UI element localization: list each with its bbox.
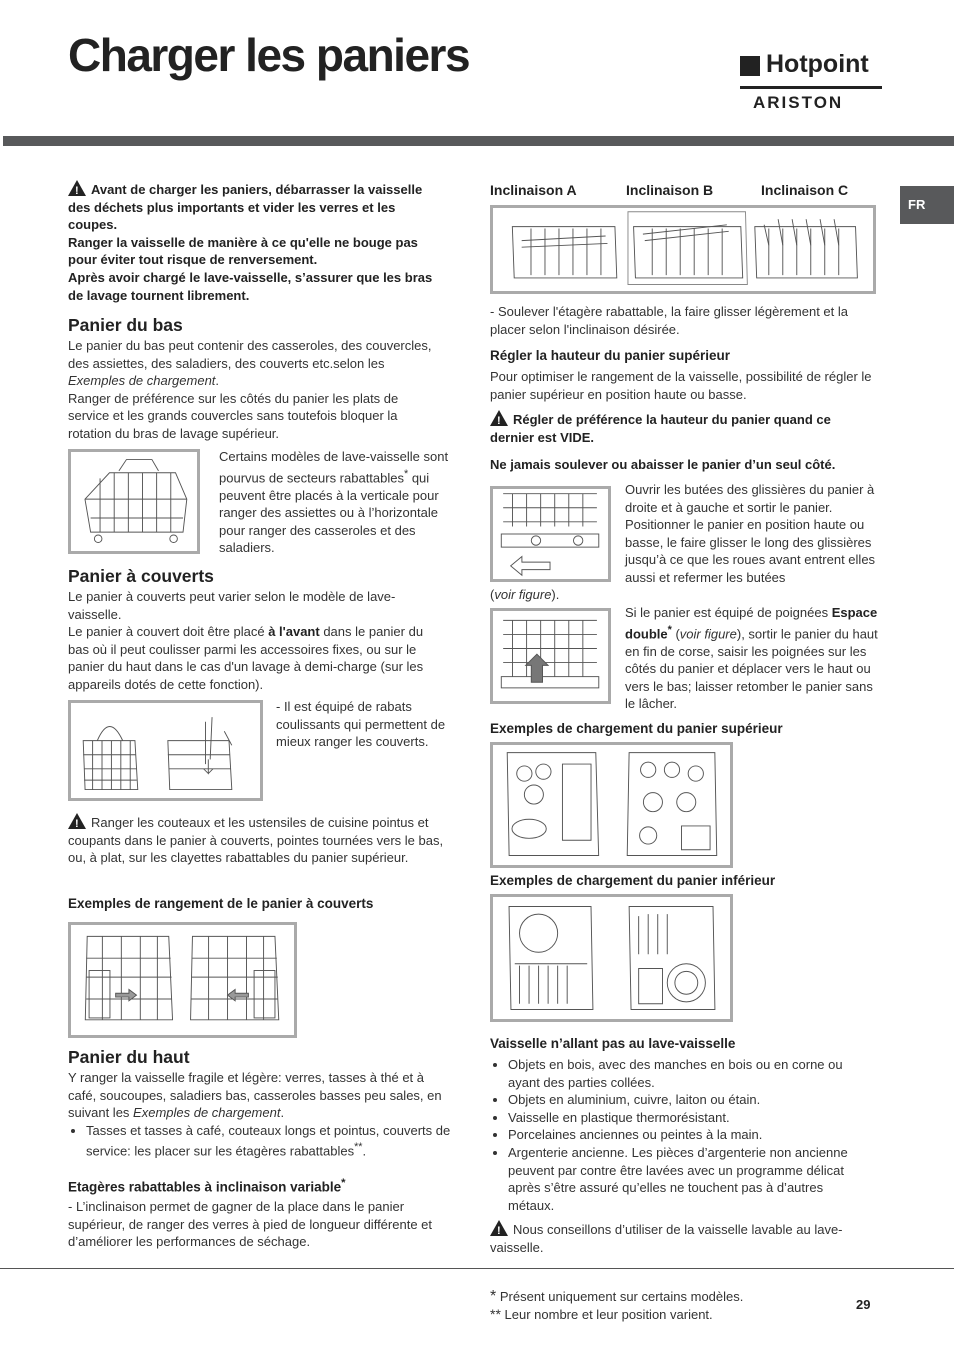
couverts-examples-heading: Exemples de rangement de le panier à couverts <box>68 896 374 911</box>
couverts-rabats-text: - Il est équipé de rabats coulissants qui permettent de mieux ranger les couverts. <box>276 699 446 750</box>
brand-logo: Hotpoint <box>766 50 869 78</box>
warning-icon <box>490 1220 508 1236</box>
etageres-heading: Etagères rabattables à inclinaison variable* <box>68 1177 346 1195</box>
intro-line-3: Après avoir chargé le lave-vaisselle, s’assurer que les bras de lavage tournent librement. <box>68 269 433 303</box>
examples-upper-heading: Exemples de chargement du panier supérieur <box>490 721 783 736</box>
lower-basket-examples-image <box>490 894 733 1022</box>
list-item: • Vaisselle en plastique thermorésistant. <box>508 1109 872 1127</box>
haut-text: Y ranger la vaisselle fragile et légère: verres, tasses à thé et à café, soucoupes, saladiers bas, casseroles basses peu sales, en suivant les Exemples de chargement. • Tasses et tasses à café, couteaux longs et pointus, couverts de service: les placer sur les étagères rabattables**. <box>68 1069 453 1160</box>
inclinaison-c-label: Inclinaison C <box>761 182 849 198</box>
basket-slider-image <box>490 486 611 582</box>
list-item: • Objets en aluminium, cuivre, laiton ou étain. <box>508 1091 872 1109</box>
examples-lower-heading: Exemples de chargement du panier inférieur <box>490 873 776 888</box>
list-item: • Porcelaines anciennes ou peintes à la main. <box>508 1126 872 1144</box>
upper-basket-examples-image <box>490 742 733 868</box>
regler-slider-text: Ouvrir les butées des glissières du panier à droite et à gauche et sortir le panier. Positionner le panier en position haute ou basse, le faire glisser le long des glissières jusqu’à ce que les roues avant entrent elles aussi et refermer les butées <box>625 482 876 585</box>
couverts-text: Le panier à couverts peut varier selon le modèle de lave-vaisselle. Le panier à couvert doit être placé à l'avant dans le panier du bas où il peut coulisser parmi les accessoires fixes, ou sur le panier du haut dans le cas d'un lavage à demi-charge (sur les appareils dotés de cette fonction). <box>68 589 424 692</box>
warning-icon <box>68 813 86 829</box>
couverts-warning: !Ranger les couteaux et les ustensiles de cuisine pointus et coupants dans le panier à couverts, pointes tournées vers le bas, ou, à plat, sur les clayettes rabattables du panier supérieur. <box>68 813 446 867</box>
page-title: Charger les paniers <box>68 29 470 81</box>
list-item: • Objets en bois, avec des manches en bois ou en corne ou ayant des parties collées. <box>508 1056 872 1091</box>
inclinaison-image <box>490 205 876 294</box>
inclinaison-a-label: Inclinaison A <box>490 182 577 198</box>
footer-divider <box>0 1268 954 1269</box>
cutlery-examples-image <box>68 922 297 1038</box>
double-space-image <box>490 608 611 704</box>
vaisselle-list <box>490 1056 872 1214</box>
warning-icon <box>490 410 508 426</box>
hotpoint-logo-icon <box>740 56 760 76</box>
regler-never-text: Ne jamais soulever ou abaisser le panier d’un seul côté. <box>490 457 836 472</box>
bas-text: Le panier du bas peut contenir des casseroles, des couvercles, des assiettes, des saladiers, des couverts etc.selon les Exemples de chargement. Ranger de préférence sur les côtés du panier les plats de service et les grands couvercles sans toutefois bloquer la rotation du bras de lavage supérieur. <box>68 337 443 443</box>
brand-divider <box>740 86 882 89</box>
bas-sectors-text: Certains modèles de lave-vaisselle sont pourvus de secteurs rabattables* qui peuvent être placés à la verticale pour ranger des assiettes ou à l’horizontale pour ranger des casseroles et des saladiers. <box>219 449 449 556</box>
section-heading-couverts: Panier à couverts <box>68 566 214 586</box>
inclinaison-text: - Soulever l'étagère rabattable, la faire glisser légèrement et la placer selon l'inclinaison désirée. <box>490 304 849 337</box>
header-bar <box>3 136 954 146</box>
footnotes: * Présent uniquement sur certains modèles. ** Leur nombre et leur position varient. <box>490 1288 744 1322</box>
vaisselle-heading: Vaisselle n’allant pas au lave-vaisselle <box>490 1036 736 1051</box>
intro-line-1: Avant de charger les paniers, débarrasser la vaisselle des déchets plus importants et vider les verres et les coupes. <box>68 182 423 233</box>
regler-text: Pour optimiser le rangement de la vaisselle, possibilité de régler le panier supérieur en position haute ou basse. <box>490 369 872 402</box>
warning-icon <box>68 180 86 196</box>
bas-paragraph-2: Ranger de préférence sur les côtés du panier les plats de service et les grands couvercles sans toutefois bloquer la rotation du bras de lavage supérieur. <box>68 390 399 441</box>
etageres-text: - L’inclinaison permet de gagner de la place dans le panier supérieur, de ranger des verres à pied de longueur différente et d’améliorer les performances de séchage. <box>68 1199 432 1250</box>
regler-warning: !Régler de préférence la hauteur du panier quand ce dernier est VIDE. <box>490 410 868 446</box>
regler-double-text: Si le panier est équipé de poignées Espace double* (voir figure), sortir le panier du haut en fin de corse, saisir les poignées sur les côtés du panier et déplacer vers le haut ou vers le bas; laisser retomber le panier sans le lâcher. <box>625 605 878 712</box>
intro-line-2: Ranger la vaisselle de manière à ce qu'elle ne bouge pas pour éviter tout risque de renversement. <box>68 234 418 268</box>
list-item: • Argenterie ancienne. Les pièces d’argenterie non ancienne peuvent par contre être lavées avec un programme délicat après s’être assuré qu’elles ne touchent pas à d’autres métaux. <box>508 1144 872 1214</box>
intro-warning <box>68 180 440 304</box>
section-heading-bas: Panier du bas <box>68 315 183 335</box>
page-number: 29 <box>856 1297 871 1312</box>
lower-basket-image <box>68 449 200 554</box>
regler-heading: Régler la hauteur du panier supérieur <box>490 348 731 363</box>
vaisselle-warning: !Nous conseillons d’utiliser de la vaisselle lavable au lave-vaisselle. <box>490 1220 868 1256</box>
cutlery-basket-image <box>68 700 263 801</box>
regler-figure-ref: (voir figure). <box>490 587 560 602</box>
section-heading-haut: Panier du haut <box>68 1047 190 1067</box>
inclinaison-b-label: Inclinaison B <box>626 182 714 198</box>
brand-sub-logo: ARISTON <box>753 93 844 112</box>
language-tab: FR <box>900 186 954 224</box>
